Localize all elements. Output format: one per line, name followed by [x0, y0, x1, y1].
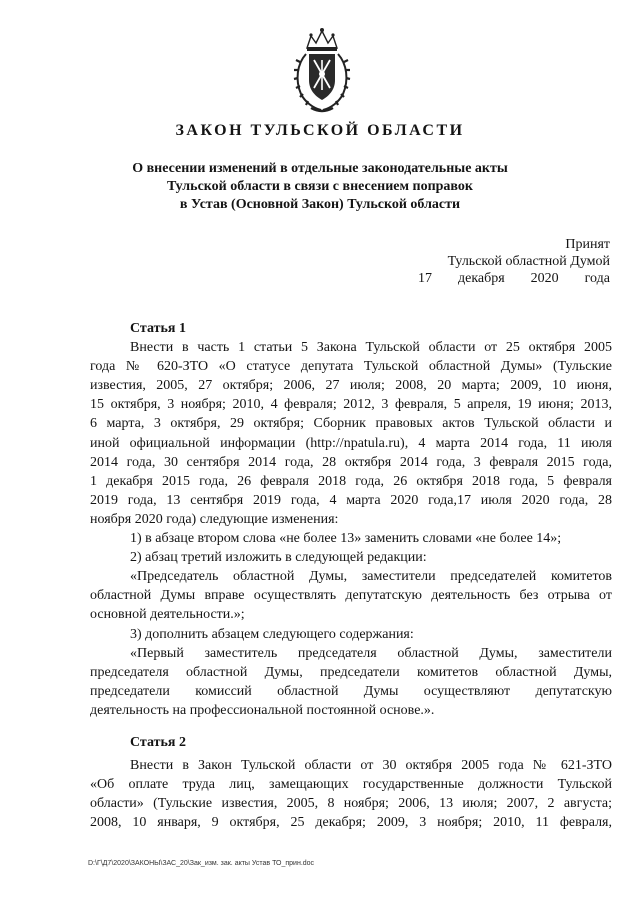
- article-2-heading: Статья 2: [130, 735, 186, 750]
- adopted-label: Принят: [565, 237, 610, 252]
- paragraph-line: года № 620-ЗТО «О статусе депутата Тульской областной Думы» (Тульские: [90, 359, 612, 375]
- paragraph-line: 2019 года, 13 сентября 2019 года, 4 марта 2020 года,17 июля 2020 года, 28: [90, 492, 612, 508]
- paragraph-line: Внести в Закон Тульской области от 30 октября 2005 года № 621-ЗТО: [130, 758, 612, 774]
- paragraph-line: 6 марта, 3 октября, 29 октября; Сборник правовых актов Тульской области и: [90, 416, 612, 432]
- paragraph-line: 1 декабря 2015 года, 26 февраля 2018 года, 26 октября 2018 года, 5 февраля: [90, 473, 612, 489]
- adoption-block: [400, 236, 610, 287]
- law-title: ЗАКОН ТУЛЬСКОЙ ОБЛАСТИ: [175, 122, 465, 139]
- paragraph-line: «Об оплате труда лиц, замещающих государственные должности Тульской: [90, 777, 612, 793]
- law-subtitle: [0, 160, 640, 214]
- quote-line: основной деятельности.»;: [90, 607, 245, 623]
- paragraph-line: Внести в часть 1 статьи 5 Закона Тульской области от 25 октября 2005: [130, 340, 612, 356]
- paragraph-line: 15 октября, 3 ноября; 2010, 4 февраля; 2012, 3 февраля, 5 апреля, 19 июня; 2013,: [90, 397, 612, 413]
- subtitle-line: Тульской области в связи с внесением поправок: [167, 179, 473, 194]
- article-2: [90, 733, 612, 832]
- adopted-by: Тульской областной Думой: [447, 254, 610, 269]
- paragraph-line: ноября 2020 года) следующие изменения:: [90, 511, 339, 527]
- amendment-item-1: 1) в абзаце втором слова «не более 13» заменить словами «не более 14»;: [130, 531, 562, 547]
- adoption-year: 2020: [530, 271, 559, 286]
- paragraph-line: иной официальной информации (http://npatula.ru), 4 марта 2014 года, 11 июля: [90, 435, 612, 451]
- article-1-heading: Статья 1: [130, 321, 186, 336]
- quote-line: председатели комиссий областной Думы осуществляют депутатскую: [90, 683, 612, 699]
- article-1: [90, 319, 612, 720]
- paragraph-line: известия, 2005, 27 октября; 2006, 27 июля; 2008, 20 марта; 2009, 10 июня,: [90, 378, 612, 394]
- paragraph-line: 2008, 10 января, 9 октября, 25 декабря; 2009, 3 ноября; 2010, 11 февраля,: [90, 815, 612, 831]
- paragraph-line: 2014 года, 30 сентября 2014 года, 28 октября 2014 года, 3 февраля 2015 года,: [90, 454, 612, 470]
- adoption-day: 17: [418, 271, 432, 286]
- quote-line: «Председатель областной Думы, заместители председателей комитетов: [130, 569, 612, 585]
- amendment-item-2: 2) абзац третий изложить в следующей редакции:: [130, 550, 427, 566]
- subtitle-line: в Устав (Основной Закон) Тульской области: [179, 197, 461, 212]
- subtitle-line: О внесении изменений в отдельные законодательные акты: [132, 161, 508, 176]
- amendment-item-3: 3) дополнить абзацем следующего содержания:: [130, 626, 414, 642]
- adoption-year-word: года: [584, 271, 610, 286]
- quote-line: председателя областной Думы, председатели комитетов областной Думы,: [90, 664, 612, 680]
- quote-line: областной Думы вправе осуществлять депутатскую деятельность без отрыва от: [90, 588, 612, 604]
- coat-of-arms-emblem: [293, 24, 351, 116]
- adoption-month: декабря: [457, 271, 505, 286]
- adoption-date: [400, 270, 610, 287]
- file-path-footer: D:\Г\Д7\2020\ЗАКОНЫ\ЗАС_20\Зак_изм. зак. акты Устав ТО_прин.doc: [88, 860, 315, 867]
- paragraph-line: области» (Тульские известия, 2005, 8 ноября; 2006, 13 июля; 2007, 2 августа;: [90, 796, 612, 812]
- quote-line: деятельность на профессиональной постоянной основе.».: [90, 702, 435, 718]
- quote-line: «Первый заместитель председателя областной Думы, заместители: [130, 645, 612, 661]
